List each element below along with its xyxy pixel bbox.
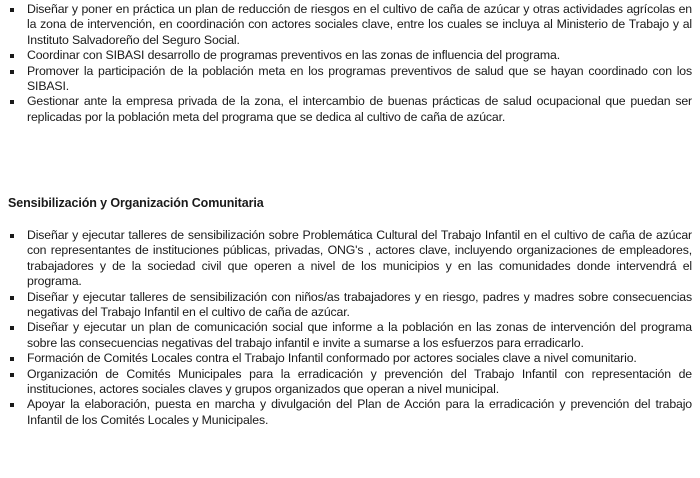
awareness-bullet-list (8, 228, 692, 428)
list-item: Formación de Comités Locales contra el Trabajo Infantil conformado por actores sociales clave a nivel comunitario. (8, 351, 692, 366)
list-item: Diseñar y ejecutar talleres de sensibilización sobre Problemática Cultural del Trabajo Infantil en el cultivo de caña de azúcar con representantes de instituciones públicas, privadas, ONG's , actores clave, incluyendo organizaciones de empleadores, trabajadores y de la sociedad civil que operen a nivel de los municipios y en las comunidades donde intervendrá el programa. (8, 228, 692, 290)
list-item: Gestionar ante la empresa privada de la zona, el intercambio de buenas prácticas de salud ocupacional que puedan ser replicadas por la población meta del programa que se dedica al cultivo de caña de azúcar. (8, 94, 692, 125)
section-heading: Sensibilización y Organización Comunitaria (8, 196, 264, 210)
list-item: Diseñar y ejecutar un plan de comunicación social que informe a la población en las zonas de intervención del programa sobre las consecuencias negativas del trabajo infantil e invite a sumarse a los esfuerzos para erradicarlo. (8, 320, 692, 351)
list-item: Apoyar la elaboración, puesta en marcha y divulgación del Plan de Acción para la erradicación y prevención del trabajo Infantil de los Comités Locales y Municipales. (8, 397, 692, 428)
list-item: Coordinar con SIBASI desarrollo de programas preventivos en las zonas de influencia del programa. (8, 48, 692, 63)
list-item: Diseñar y ejecutar talleres de sensibilización con niños/as trabajadores y en riesgo, padres y madres sobre consecuencias negativas del Trabajo Infantil en el cultivo de caña de azúcar. (8, 290, 692, 321)
prevention-bullet-list (8, 2, 692, 125)
list-item: Diseñar y poner en práctica un plan de reducción de riesgos en el cultivo de caña de azúcar y otras actividades agrícolas en la zona de intervención, en coordinación con actores sociales clave, entre los cuales se incluya al Ministerio de Trabajo y al Instituto Salvadoreño del Seguro Social. (8, 2, 692, 48)
list-item: Promover la participación de la población meta en los programas preventivos de salud que se hayan coordinado con los SIBASI. (8, 64, 692, 95)
list-item: Organización de Comités Municipales para la erradicación y prevención del Trabajo Infantil con representación de instituciones, actores sociales claves y grupos organizados que operan a nivel municipal. (8, 367, 692, 398)
